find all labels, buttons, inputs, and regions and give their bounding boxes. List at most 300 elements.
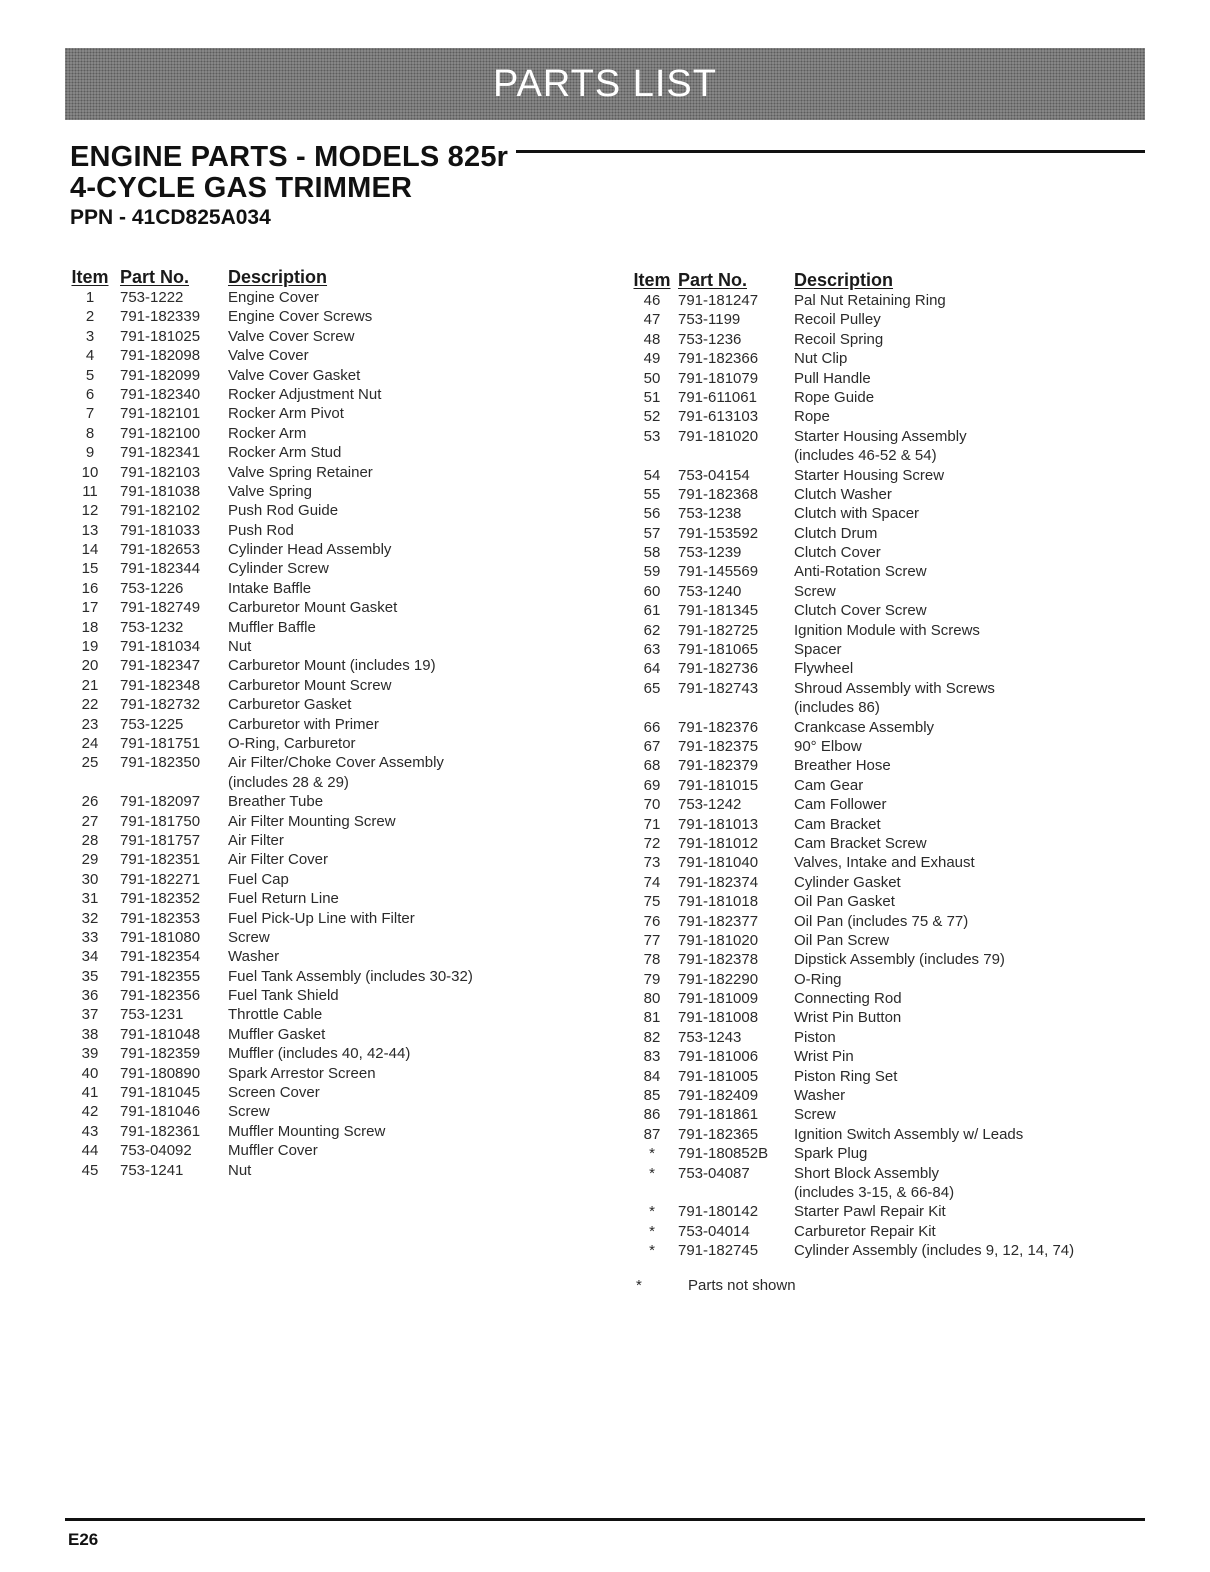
part-description: Valve Spring Retainer [228, 463, 373, 481]
table-row [60, 1064, 473, 1083]
part-description: Cylinder Head Assembly [228, 541, 392, 559]
item-number: 43 [81, 1122, 99, 1140]
part-number: 791-182379 [678, 757, 759, 775]
item-number: 45 [81, 1161, 99, 1179]
part-number: 753-04154 [678, 466, 750, 484]
table-row [626, 970, 1074, 989]
table-row [626, 1222, 1074, 1241]
item-number: 5 [85, 366, 95, 384]
section-heading [70, 142, 508, 231]
part-description: Screw [228, 1103, 270, 1121]
item-number: 16 [81, 579, 99, 597]
part-number: 791-182732 [120, 696, 201, 714]
part-number [120, 773, 228, 792]
part-number: 753-1238 [678, 505, 742, 523]
item-number: 42 [81, 1103, 99, 1121]
item-number: 84 [643, 1067, 661, 1085]
table-row [60, 637, 473, 656]
part-number: 791-182353 [120, 909, 201, 927]
item-number: 61 [643, 602, 661, 620]
part-number: 791-181008 [678, 1009, 759, 1027]
part-description: Shroud Assembly with Screws [794, 679, 995, 697]
table-row [60, 327, 473, 346]
parts-table-left [60, 265, 473, 1180]
table-row [60, 424, 473, 443]
table-row [60, 870, 473, 889]
item-number: 71 [643, 815, 661, 833]
part-number: 791-182100 [120, 424, 201, 442]
item-number: 20 [81, 657, 99, 675]
item-number: 23 [81, 715, 99, 733]
part-number: 791-182098 [120, 347, 201, 365]
part-number: 791-182378 [678, 951, 759, 969]
item-number: 49 [643, 350, 661, 368]
part-description: Push Rod [228, 521, 294, 539]
part-number: 791-182745 [678, 1242, 759, 1260]
table-row [626, 989, 1074, 1008]
table-row [60, 656, 473, 675]
part-number: 791-182374 [678, 873, 759, 891]
item-number: 56 [643, 505, 661, 523]
part-number: 791-145569 [678, 563, 759, 581]
item-number: 10 [81, 463, 99, 481]
banner-title: PARTS LIST [493, 62, 717, 105]
part-number: 753-1236 [678, 330, 742, 348]
table-row [626, 330, 1074, 349]
item-number: 82 [643, 1028, 661, 1046]
item-number: 33 [81, 928, 99, 946]
item-number: 54 [643, 466, 661, 484]
part-number: 791-182099 [120, 366, 201, 384]
part-number: 791-182347 [120, 657, 201, 675]
item-number: 11 [82, 482, 98, 500]
part-description: Fuel Tank Assembly (includes 30-32) [228, 967, 473, 985]
part-number: 753-1232 [120, 618, 184, 636]
part-description: Connecting Rod [794, 990, 902, 1008]
item-number: 68 [643, 757, 661, 775]
item-number: 34 [81, 948, 99, 966]
table-row [60, 967, 473, 986]
part-description: Engine Cover [228, 289, 319, 306]
part-number: 791-182101 [120, 405, 201, 423]
part-description: Recoil Spring [794, 330, 884, 348]
part-number: 791-181020 [678, 427, 759, 445]
part-number: 791-181013 [678, 815, 759, 833]
part-description: Air Filter [228, 831, 284, 849]
part-description: Cam Bracket Screw [794, 834, 927, 852]
item-number: 24 [81, 734, 99, 752]
part-number: 791-182290 [678, 970, 759, 988]
item-number: 75 [643, 893, 661, 911]
table-row [60, 521, 473, 540]
part-description: Recoil Pulley [794, 311, 881, 329]
item-number: 80 [643, 990, 661, 1008]
table-row [626, 679, 1074, 698]
part-number: 791-181034 [120, 638, 201, 656]
part-number: 791-182736 [678, 660, 759, 678]
part-number: 791-180890 [120, 1064, 201, 1082]
table-row [626, 446, 1074, 465]
part-number: 791-182351 [120, 851, 201, 869]
item-number: 63 [643, 641, 661, 659]
part-number: 791-181046 [120, 1103, 201, 1121]
table-row [626, 931, 1074, 950]
part-number: 791-182366 [678, 350, 759, 368]
item-number: 66 [643, 718, 661, 736]
part-description: Screw [228, 928, 270, 946]
table-row [626, 1086, 1074, 1105]
part-number: 791-181040 [678, 854, 759, 872]
item-number: 53 [643, 427, 661, 445]
table-row [626, 950, 1074, 969]
part-description: Ignition Module with Screws [794, 621, 980, 639]
item-number: 27 [81, 812, 99, 830]
part-description: Washer [794, 1087, 846, 1105]
item-number: 9 [85, 444, 95, 462]
item-number: 67 [643, 737, 661, 755]
part-description: Nut [228, 1161, 252, 1179]
part-number: 791-181247 [678, 292, 759, 309]
table-row [626, 912, 1074, 931]
part-description: Carburetor Repair Kit [794, 1222, 936, 1240]
item-number: 51 [643, 388, 661, 406]
item-number: 8 [85, 424, 95, 442]
table-row [626, 892, 1074, 911]
table-row [626, 291, 1074, 310]
item-number: 40 [81, 1064, 99, 1082]
part-number: 791-182359 [120, 1045, 201, 1063]
part-description: Cam Follower [794, 796, 887, 814]
part-number: 791-181345 [678, 602, 759, 620]
part-description: Fuel Return Line [228, 890, 339, 908]
table-row [626, 640, 1074, 659]
part-number: 791-182355 [120, 967, 201, 985]
part-number: 753-04087 [678, 1164, 750, 1182]
part-description: (includes 28 & 29) [228, 773, 349, 791]
table-row [60, 1025, 473, 1044]
table-row [60, 598, 473, 617]
item-number [626, 446, 678, 465]
part-description: Starter Housing Screw [794, 466, 945, 484]
part-description: Rocker Arm [228, 424, 307, 442]
item-number: 46 [643, 292, 661, 309]
part-description: Breather Tube [228, 793, 324, 811]
part-description: Starter Pawl Repair Kit [794, 1203, 946, 1221]
table-row [60, 346, 473, 365]
part-description: Spark Arrestor Screen [228, 1064, 376, 1082]
item-number: 39 [81, 1045, 99, 1063]
part-number: 791-181079 [678, 369, 759, 387]
part-description: Breather Hose [794, 757, 891, 775]
item-number: 55 [643, 485, 661, 503]
item-number: 59 [643, 563, 661, 581]
table-row [626, 659, 1074, 678]
table-row [626, 698, 1074, 717]
table-row [60, 540, 473, 559]
part-description: Push Rod Guide [228, 502, 339, 520]
part-number: 753-1242 [678, 796, 742, 814]
item-number: 41 [81, 1084, 99, 1102]
item-number: 35 [81, 967, 99, 985]
part-number: 791-181048 [120, 1025, 201, 1043]
part-number: 791-181020 [678, 931, 759, 949]
part-number: 791-182340 [120, 385, 201, 403]
item-number: * [649, 1222, 655, 1240]
table-row [626, 1144, 1074, 1163]
table-row [60, 753, 473, 772]
footnote [636, 1277, 796, 1294]
part-description: Muffler Mounting Screw [228, 1122, 386, 1140]
page-number: E26 [68, 1530, 99, 1549]
table-row [626, 737, 1074, 756]
part-number: 791-182409 [678, 1087, 759, 1105]
part-description: Clutch Washer [794, 485, 892, 503]
part-number: 791-182354 [120, 948, 201, 966]
part-number: 791-181025 [120, 327, 201, 345]
item-number: 86 [643, 1106, 661, 1124]
part-number: 791-181038 [120, 482, 201, 500]
part-number: 791-181012 [678, 834, 759, 852]
item-number: * [649, 1242, 655, 1260]
heading-ppn: PPN - 41CD825A034 [70, 206, 271, 229]
part-description: Clutch with Spacer [794, 505, 920, 523]
table-row [626, 562, 1074, 581]
item-number: 57 [643, 524, 661, 542]
part-description: Throttle Cable [228, 1006, 323, 1024]
part-description: Carburetor Mount Gasket [228, 599, 398, 617]
part-number: 791-182375 [678, 737, 759, 755]
item-number: 36 [81, 987, 99, 1005]
part-description: Muffler (includes 40, 42-44) [228, 1045, 411, 1063]
item-number: 83 [643, 1048, 661, 1066]
item-number: 48 [643, 330, 661, 348]
item-number: 37 [81, 1006, 99, 1024]
part-number: 791-182348 [120, 676, 201, 694]
part-description: Oil Pan Gasket [794, 893, 895, 911]
table-row [626, 543, 1074, 562]
table-row [626, 582, 1074, 601]
table-row [626, 310, 1074, 329]
part-number [678, 698, 794, 717]
part-number: 791-613103 [678, 408, 759, 426]
table-row [626, 756, 1074, 775]
part-number: 753-1231 [120, 1006, 184, 1024]
parts-table-right [626, 268, 1074, 1261]
part-number: 753-1239 [678, 544, 742, 562]
table-row [626, 815, 1074, 834]
part-number [678, 446, 794, 465]
table-row [626, 388, 1074, 407]
part-description: O-Ring [794, 970, 842, 988]
table-row [60, 1161, 473, 1180]
item-number: 38 [81, 1025, 99, 1043]
part-number: 753-1222 [120, 289, 184, 306]
part-description: Nut [228, 638, 252, 656]
table-row [626, 1047, 1074, 1066]
table-row [626, 1008, 1074, 1027]
table-row [60, 443, 473, 462]
item-number: 52 [643, 408, 661, 426]
part-description: Carburetor Gasket [228, 696, 352, 714]
table-row [60, 928, 473, 947]
part-number: 753-04092 [120, 1142, 192, 1160]
table-row [60, 385, 473, 404]
table-row [60, 734, 473, 753]
table-row [626, 853, 1074, 872]
part-description: Rope [794, 408, 830, 426]
part-description: Muffler Baffle [228, 618, 316, 636]
table-row [626, 427, 1074, 446]
table-row [60, 812, 473, 831]
part-number: 753-1243 [678, 1028, 742, 1046]
item-number: 79 [643, 970, 661, 988]
item-number: 18 [81, 618, 99, 636]
part-number: 791-182653 [120, 541, 201, 559]
item-number [60, 773, 120, 792]
table-row [60, 909, 473, 928]
part-number: 791-182356 [120, 987, 201, 1005]
table-row [60, 482, 473, 501]
table-row [60, 792, 473, 811]
part-description: Rocker Arm Stud [228, 444, 342, 462]
part-number: 791-181018 [678, 893, 759, 911]
part-number: 753-1241 [120, 1161, 184, 1179]
part-description: Air Filter/Choke Cover Assembly [228, 754, 444, 772]
part-description: Clutch Cover Screw [794, 602, 927, 620]
part-description: Washer [228, 948, 280, 966]
table-row [60, 1083, 473, 1102]
part-description: Anti-Rotation Screw [794, 563, 927, 581]
table-body [60, 288, 473, 1180]
item-number [626, 1183, 678, 1202]
part-number: 791-182743 [678, 679, 759, 697]
header-part-no: Part No. [678, 270, 748, 290]
item-number: 58 [643, 544, 661, 562]
part-description: (includes 46-52 & 54) [794, 447, 937, 465]
item-number: 77 [643, 931, 661, 949]
part-number: 791-181015 [678, 776, 759, 794]
part-number: 753-04014 [678, 1222, 750, 1240]
table-row [626, 873, 1074, 892]
item-number: 17 [81, 599, 99, 617]
table-row [626, 718, 1074, 737]
part-description: Intake Baffle [228, 579, 312, 597]
item-number: 44 [81, 1142, 99, 1160]
part-number: 753-1225 [120, 715, 184, 733]
item-number: 76 [643, 912, 661, 930]
part-description: Oil Pan (includes 75 & 77) [794, 912, 969, 930]
item-number: 50 [643, 369, 661, 387]
part-description: Carburetor with Primer [228, 715, 379, 733]
item-number: 81 [643, 1009, 661, 1027]
item-number: 70 [643, 796, 661, 814]
part-number: 791-182102 [120, 502, 201, 520]
part-description: 90° Elbow [794, 737, 862, 755]
item-number: 85 [643, 1087, 661, 1105]
item-number: 19 [81, 638, 99, 656]
table-row [626, 1183, 1074, 1202]
table-row [626, 504, 1074, 523]
table-row [626, 1164, 1074, 1183]
part-description: Clutch Drum [794, 524, 878, 542]
part-description: Oil Pan Screw [794, 931, 890, 949]
part-description: Cylinder Assembly (includes 9, 12, 14, 74) [794, 1242, 1075, 1260]
part-description: Ignition Switch Assembly w/ Leads [794, 1125, 1024, 1143]
item-number: 30 [81, 870, 99, 888]
part-number: 791-181751 [120, 734, 201, 752]
part-number: 791-182341 [120, 444, 201, 462]
part-description: Cylinder Screw [228, 560, 329, 578]
part-description: Screw [794, 582, 836, 600]
part-number: 791-182361 [120, 1122, 201, 1140]
table-row [60, 307, 473, 326]
part-number: 791-182749 [120, 599, 201, 617]
item-number: 25 [81, 754, 99, 772]
table-row [626, 349, 1074, 368]
item-number: * [649, 1145, 655, 1163]
item-number: 13 [81, 521, 99, 539]
table-row [60, 986, 473, 1005]
part-number: 791-182376 [678, 718, 759, 736]
table-row [626, 1241, 1074, 1260]
part-description: Starter Housing Assembly [794, 427, 967, 445]
part-description: Rocker Adjustment Nut [228, 385, 382, 403]
part-number: 791-181861 [678, 1106, 759, 1124]
part-description: Wrist Pin [794, 1048, 854, 1066]
item-number: 73 [643, 854, 661, 872]
part-description: Short Block Assembly [794, 1164, 940, 1182]
header-part-no: Part No. [120, 267, 190, 287]
table-row [60, 676, 473, 695]
item-number: 22 [81, 696, 99, 714]
item-number: 74 [643, 873, 661, 891]
item-number: 1 [85, 289, 95, 306]
part-number: 791-182271 [120, 870, 201, 888]
part-number: 791-181080 [120, 928, 201, 946]
item-number: 15 [81, 560, 99, 578]
item-number: 2 [85, 308, 95, 326]
item-number: 32 [81, 909, 99, 927]
header-description: Description [228, 267, 328, 287]
item-number: 28 [81, 831, 99, 849]
part-number: 791-182097 [120, 793, 201, 811]
table-row [626, 1125, 1074, 1144]
header-description: Description [794, 270, 894, 290]
part-number: 791-181033 [120, 521, 201, 539]
part-number: 791-182365 [678, 1125, 759, 1143]
parts-list-banner [65, 48, 1145, 120]
part-description: Screen Cover [228, 1084, 320, 1102]
table-row [60, 1005, 473, 1024]
item-number: 7 [85, 405, 95, 423]
part-description: Piston Ring Set [794, 1067, 898, 1085]
part-number: 791-182103 [120, 463, 201, 481]
part-number: 791-182350 [120, 754, 201, 772]
item-number: 60 [643, 582, 661, 600]
part-description: Engine Cover Screws [228, 308, 373, 326]
part-number: 791-180142 [678, 1203, 759, 1221]
part-description: Pal Nut Retaining Ring [794, 292, 946, 309]
table-row [60, 559, 473, 578]
item-number: 47 [643, 311, 661, 329]
table-row [626, 524, 1074, 543]
part-number: 791-153592 [678, 524, 759, 542]
heading-divider [516, 150, 1145, 153]
part-description: Air Filter Cover [228, 851, 329, 869]
item-number: * [649, 1203, 655, 1221]
table-row [60, 889, 473, 908]
part-number: 791-180852B [678, 1145, 769, 1163]
